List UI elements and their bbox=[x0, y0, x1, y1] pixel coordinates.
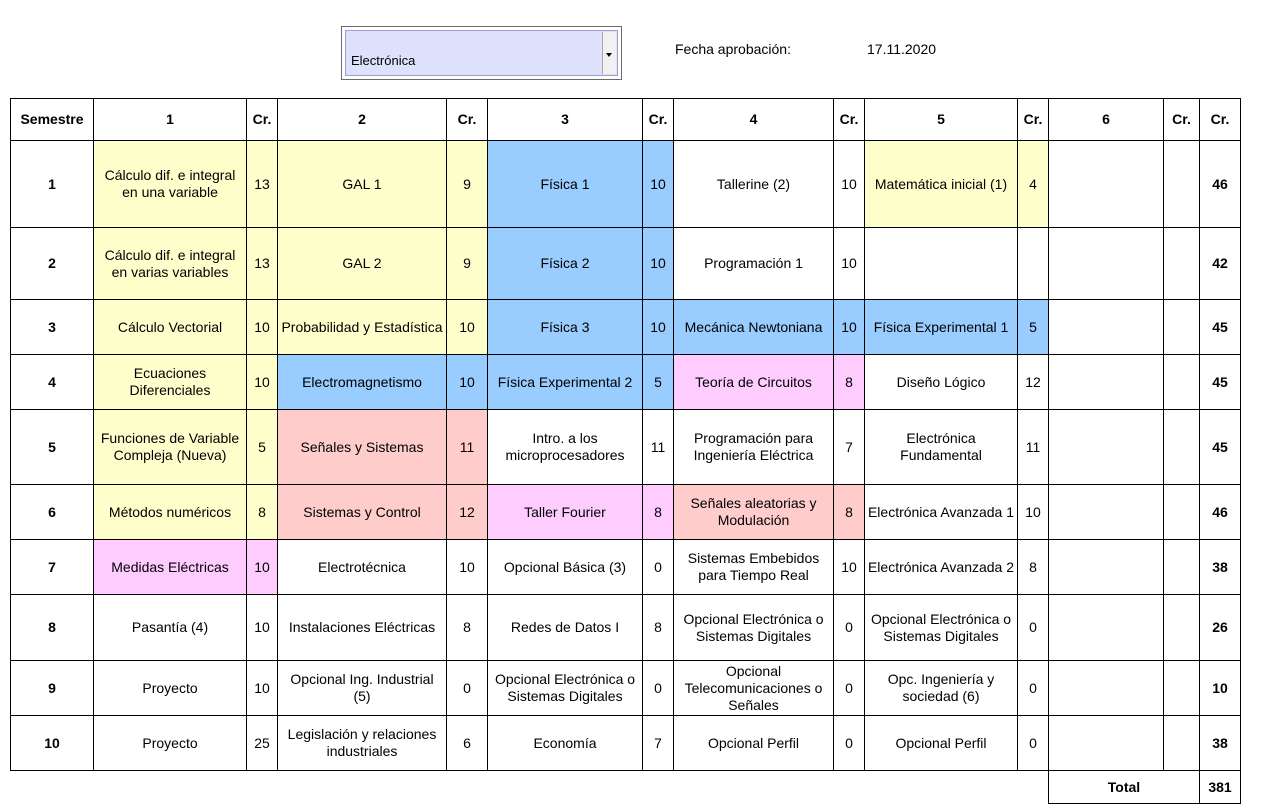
credits-cell: 10 bbox=[247, 540, 278, 595]
semestre-cell: 9 bbox=[11, 661, 94, 716]
credits-cell bbox=[1164, 300, 1200, 355]
course-cell bbox=[865, 228, 1018, 300]
course-cell bbox=[1049, 355, 1164, 410]
credits-cell: 7 bbox=[643, 716, 674, 771]
table-row bbox=[11, 355, 1241, 410]
credits-cell: 10 bbox=[247, 300, 278, 355]
semestre-cell: 7 bbox=[11, 540, 94, 595]
credits-cell: 8 bbox=[834, 485, 865, 540]
header-col-8: Cr. bbox=[834, 99, 865, 141]
credits-cell: 0 bbox=[834, 716, 865, 771]
credits-cell: 13 bbox=[247, 141, 278, 228]
credits-cell: 10 bbox=[643, 141, 674, 228]
credits-cell: 10 bbox=[834, 141, 865, 228]
course-cell: Teoría de Circuitos bbox=[674, 355, 834, 410]
credits-cell: 8 bbox=[447, 595, 488, 661]
table-row bbox=[11, 410, 1241, 485]
course-cell: Opcional Ing. Industrial (5) bbox=[278, 661, 447, 716]
course-cell: Opcional Electrónica o Sistemas Digitales bbox=[865, 595, 1018, 661]
course-cell: Sistemas y Control bbox=[278, 485, 447, 540]
credits-cell bbox=[1164, 228, 1200, 300]
credits-cell: 5 bbox=[1018, 300, 1049, 355]
career-select-dropdown-button[interactable] bbox=[602, 32, 616, 74]
semestre-cell: 10 bbox=[11, 716, 94, 771]
course-cell: Electrónica Avanzada 2 bbox=[865, 540, 1018, 595]
header-semestre: Semestre bbox=[11, 99, 94, 141]
course-cell: Electrónica Avanzada 1 bbox=[865, 485, 1018, 540]
course-cell: Diseño Lógico bbox=[865, 355, 1018, 410]
course-cell: Opcional Perfil bbox=[865, 716, 1018, 771]
credits-cell: 10 bbox=[247, 661, 278, 716]
course-cell: Opcional Electrónica o Sistemas Digitales bbox=[674, 595, 834, 661]
chevron-down-icon bbox=[606, 53, 612, 57]
credits-cell: 10 bbox=[643, 228, 674, 300]
course-cell bbox=[1049, 410, 1164, 485]
credits-cell: 10 bbox=[247, 595, 278, 661]
course-cell: Opc. Ingeniería y sociedad (6) bbox=[865, 661, 1018, 716]
credits-cell: 0 bbox=[1018, 595, 1049, 661]
header-col-3: 2 bbox=[278, 99, 447, 141]
course-cell: Física Experimental 2 bbox=[488, 355, 643, 410]
course-cell: Opcional Básica (3) bbox=[488, 540, 643, 595]
course-cell bbox=[1049, 228, 1164, 300]
course-cell: Probabilidad y Estadística bbox=[278, 300, 447, 355]
semester-total-cell: 45 bbox=[1200, 355, 1241, 410]
course-cell: Cálculo Vectorial bbox=[94, 300, 247, 355]
curriculum-table bbox=[10, 98, 1241, 771]
credits-cell: 9 bbox=[447, 141, 488, 228]
course-cell: Proyecto bbox=[94, 716, 247, 771]
credits-cell: 5 bbox=[643, 355, 674, 410]
course-cell: Cálculo dif. e integral en una variable bbox=[94, 141, 247, 228]
semester-total-cell: 46 bbox=[1200, 141, 1241, 228]
semestre-cell: 5 bbox=[11, 410, 94, 485]
semestre-cell: 8 bbox=[11, 595, 94, 661]
semester-total-cell: 38 bbox=[1200, 716, 1241, 771]
header-col-2: Cr. bbox=[247, 99, 278, 141]
credits-cell bbox=[1164, 485, 1200, 540]
credits-cell: 5 bbox=[247, 410, 278, 485]
course-cell bbox=[1049, 540, 1164, 595]
credits-cell: 10 bbox=[447, 355, 488, 410]
credits-cell: 8 bbox=[643, 595, 674, 661]
career-select-field[interactable] bbox=[345, 30, 618, 76]
course-cell bbox=[1049, 661, 1164, 716]
course-cell: Señales y Sistemas bbox=[278, 410, 447, 485]
credits-cell: 0 bbox=[1018, 716, 1049, 771]
credits-cell: 10 bbox=[834, 228, 865, 300]
credits-cell: 25 bbox=[247, 716, 278, 771]
course-cell bbox=[1049, 595, 1164, 661]
credits-cell: 13 bbox=[247, 228, 278, 300]
semestre-cell: 2 bbox=[11, 228, 94, 300]
header-col-10: Cr. bbox=[1018, 99, 1049, 141]
course-cell: GAL 2 bbox=[278, 228, 447, 300]
career-select[interactable] bbox=[341, 26, 622, 80]
course-cell: Medidas Eléctricas bbox=[94, 540, 247, 595]
table-row bbox=[11, 228, 1241, 300]
semester-total-cell: 45 bbox=[1200, 410, 1241, 485]
credits-cell bbox=[1164, 595, 1200, 661]
course-cell: Electrónica Fundamental bbox=[865, 410, 1018, 485]
credits-cell: 8 bbox=[643, 485, 674, 540]
semestre-cell: 3 bbox=[11, 300, 94, 355]
table-row bbox=[11, 661, 1241, 716]
course-cell: Programación para Ingeniería Eléctrica bbox=[674, 410, 834, 485]
course-cell: Física Experimental 1 bbox=[865, 300, 1018, 355]
table-row bbox=[11, 595, 1241, 661]
course-cell: Física 3 bbox=[488, 300, 643, 355]
credits-cell: 0 bbox=[834, 595, 865, 661]
total-credits: 381 bbox=[1200, 771, 1241, 804]
course-cell: Intro. a los microprocesadores bbox=[488, 410, 643, 485]
credits-cell: 12 bbox=[447, 485, 488, 540]
credits-cell: 6 bbox=[447, 716, 488, 771]
credits-cell: 4 bbox=[1018, 141, 1049, 228]
table-header-row bbox=[11, 99, 1241, 141]
total-table bbox=[1048, 770, 1241, 804]
credits-cell bbox=[1164, 410, 1200, 485]
header-col-1: 1 bbox=[94, 99, 247, 141]
semestre-cell: 1 bbox=[11, 141, 94, 228]
credits-cell: 10 bbox=[834, 300, 865, 355]
credits-cell bbox=[1164, 355, 1200, 410]
credits-cell bbox=[1018, 228, 1049, 300]
semester-total-cell: 26 bbox=[1200, 595, 1241, 661]
course-cell: Ecuaciones Diferenciales bbox=[94, 355, 247, 410]
credits-cell: 11 bbox=[447, 410, 488, 485]
table-row bbox=[11, 300, 1241, 355]
credits-cell bbox=[1164, 540, 1200, 595]
credits-cell: 9 bbox=[447, 228, 488, 300]
semester-total-cell: 10 bbox=[1200, 661, 1241, 716]
credits-cell: 8 bbox=[247, 485, 278, 540]
credits-cell: 0 bbox=[834, 661, 865, 716]
table-row bbox=[11, 716, 1241, 771]
credits-cell: 10 bbox=[247, 355, 278, 410]
course-cell: Sistemas Embebidos para Tiempo Real bbox=[674, 540, 834, 595]
fecha-aprobacion-label: Fecha aprobación: bbox=[675, 41, 791, 57]
course-cell: Señales aleatorias y Modulación bbox=[674, 485, 834, 540]
course-cell: Opcional Electrónica o Sistemas Digitales bbox=[488, 661, 643, 716]
credits-cell: 11 bbox=[1018, 410, 1049, 485]
semester-total-cell: 45 bbox=[1200, 300, 1241, 355]
semestre-cell: 4 bbox=[11, 355, 94, 410]
course-cell: GAL 1 bbox=[278, 141, 447, 228]
course-cell: Taller Fourier bbox=[488, 485, 643, 540]
credits-cell: 0 bbox=[643, 540, 674, 595]
course-cell: Tallerine (2) bbox=[674, 141, 834, 228]
credits-cell bbox=[1164, 141, 1200, 228]
table-row bbox=[11, 141, 1241, 228]
course-cell: Electrotécnica bbox=[278, 540, 447, 595]
course-cell: Cálculo dif. e integral en varias variables bbox=[94, 228, 247, 300]
credits-cell: 7 bbox=[834, 410, 865, 485]
course-cell: Electromagnetismo bbox=[278, 355, 447, 410]
credits-cell: 8 bbox=[834, 355, 865, 410]
credits-cell: 8 bbox=[1018, 540, 1049, 595]
header-col-13: Cr. bbox=[1200, 99, 1241, 141]
course-cell bbox=[1049, 300, 1164, 355]
semestre-cell: 6 bbox=[11, 485, 94, 540]
course-cell: Mecánica Newtoniana bbox=[674, 300, 834, 355]
course-cell: Opcional Perfil bbox=[674, 716, 834, 771]
credits-cell: 0 bbox=[447, 661, 488, 716]
course-cell bbox=[1049, 716, 1164, 771]
course-cell: Física 2 bbox=[488, 228, 643, 300]
table-row bbox=[11, 485, 1241, 540]
credits-cell bbox=[1164, 716, 1200, 771]
course-cell: Programación 1 bbox=[674, 228, 834, 300]
course-cell: Pasantía (4) bbox=[94, 595, 247, 661]
credits-cell: 11 bbox=[643, 410, 674, 485]
course-cell: Física 1 bbox=[488, 141, 643, 228]
header-col-11: 6 bbox=[1049, 99, 1164, 141]
credits-cell: 0 bbox=[1018, 661, 1049, 716]
course-cell: Redes de Datos I bbox=[488, 595, 643, 661]
course-cell: Economía bbox=[488, 716, 643, 771]
header-col-12: Cr. bbox=[1164, 99, 1200, 141]
course-cell: Proyecto bbox=[94, 661, 247, 716]
header-col-7: 4 bbox=[674, 99, 834, 141]
semester-total-cell: 38 bbox=[1200, 540, 1241, 595]
credits-cell: 10 bbox=[1018, 485, 1049, 540]
credits-cell: 0 bbox=[643, 661, 674, 716]
header-col-6: Cr. bbox=[643, 99, 674, 141]
total-label: Total bbox=[1049, 771, 1200, 804]
course-cell bbox=[1049, 141, 1164, 228]
course-cell bbox=[1049, 485, 1164, 540]
credits-cell bbox=[1164, 661, 1200, 716]
credits-cell: 10 bbox=[834, 540, 865, 595]
header-col-4: Cr. bbox=[447, 99, 488, 141]
header-col-5: 3 bbox=[488, 99, 643, 141]
course-cell: Métodos numéricos bbox=[94, 485, 247, 540]
credits-cell: 10 bbox=[447, 300, 488, 355]
total-row bbox=[1049, 771, 1241, 804]
course-cell: Legislación y relaciones industriales bbox=[278, 716, 447, 771]
course-cell: Matemática inicial (1) bbox=[865, 141, 1018, 228]
course-cell: Instalaciones Eléctricas bbox=[278, 595, 447, 661]
credits-cell: 12 bbox=[1018, 355, 1049, 410]
credits-cell: 10 bbox=[447, 540, 488, 595]
credits-cell: 10 bbox=[643, 300, 674, 355]
course-cell: Opcional Telecomunicaciones o Señales bbox=[674, 661, 834, 716]
header-col-9: 5 bbox=[865, 99, 1018, 141]
semester-total-cell: 42 bbox=[1200, 228, 1241, 300]
fecha-aprobacion-value: 17.11.2020 bbox=[867, 41, 937, 57]
career-select-value: Electrónica bbox=[351, 53, 416, 68]
table-row bbox=[11, 540, 1241, 595]
course-cell: Funciones de Variable Compleja (Nueva) bbox=[94, 410, 247, 485]
semester-total-cell: 46 bbox=[1200, 485, 1241, 540]
